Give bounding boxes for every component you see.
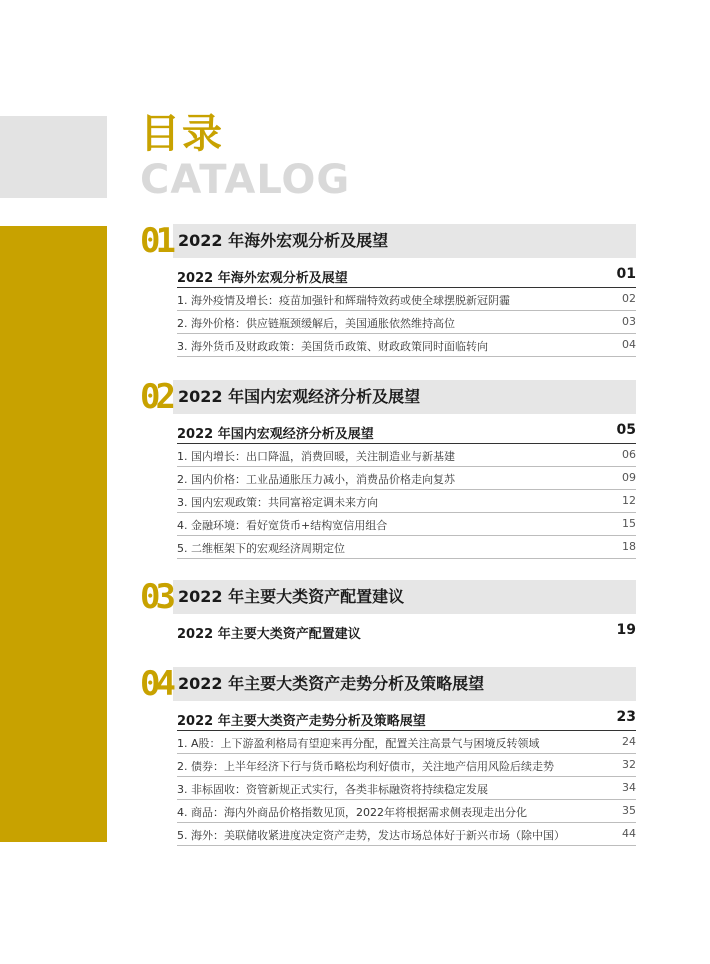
toc-item[interactable] bbox=[177, 731, 636, 754]
section-header bbox=[140, 664, 636, 704]
toc-entry-page: 05 bbox=[616, 422, 636, 438]
toc-item-page: 09 bbox=[622, 471, 636, 484]
toc-entry-page: 23 bbox=[616, 709, 636, 725]
toc-item-title: 1. 海外疫情及增长：疫苗加强针和辉瑞特效药或使全球摆脱新冠阴霾 bbox=[177, 294, 510, 307]
toc-item-title: 3. 国内宏观政策：共同富裕定调未来方向 bbox=[177, 496, 378, 509]
catalog-title-cn: 目录 bbox=[140, 111, 224, 157]
toc-item-title: 2. 海外价格：供应链瓶颈缓解后，美国通胀依然维持高位 bbox=[177, 317, 455, 330]
section-number: 02 bbox=[140, 380, 173, 414]
section-title: 2022 年主要大类资产走势分析及策略展望 bbox=[178, 674, 485, 693]
toc-item-title: 4. 商品：海内外商品价格指数见顶，2022年将根据需求侧表现走出分化 bbox=[177, 806, 527, 819]
toc-entry-title: 2022 年海外宏观分析及展望 bbox=[177, 271, 348, 286]
toc-item[interactable] bbox=[177, 823, 636, 846]
toc-item-page: 44 bbox=[622, 827, 636, 840]
toc-entry-main[interactable] bbox=[177, 708, 636, 731]
toc-item-title: 3. 海外货币及财政政策：美国货币政策、财政政策同时面临转向 bbox=[177, 340, 488, 353]
section-number: 04 bbox=[140, 667, 173, 701]
toc-item[interactable] bbox=[177, 513, 636, 536]
toc-item-title: 1. 国内增长：出口降温，消费回暖，关注制造业与新基建 bbox=[177, 450, 455, 463]
section-01 bbox=[140, 221, 636, 357]
toc-item-title: 1. A股：上下游盈利格局有望迎来再分配，配置关注高景气与困境反转领域 bbox=[177, 737, 540, 750]
toc-item-title: 5. 二维框架下的宏观经济周期定位 bbox=[177, 542, 345, 555]
toc-item[interactable] bbox=[177, 334, 636, 357]
section-number: 01 bbox=[140, 224, 173, 258]
section-title: 2022 年主要大类资产配置建议 bbox=[178, 587, 405, 606]
toc-item-page: 03 bbox=[622, 315, 636, 328]
toc-item[interactable] bbox=[177, 490, 636, 513]
toc-item[interactable] bbox=[177, 444, 636, 467]
toc-item-title: 2. 债券：上半年经济下行与货币略松均利好债市，关注地产信用风险后续走势 bbox=[177, 760, 554, 773]
section-03 bbox=[140, 577, 636, 643]
toc-item[interactable] bbox=[177, 800, 636, 823]
toc-item-page: 02 bbox=[622, 292, 636, 305]
toc-entry-title: 2022 年主要大类资产走势分析及策略展望 bbox=[177, 714, 426, 729]
toc-item-title: 5. 海外：美联储收紧进度决定资产走势，发达市场总体好于新兴市场（除中国） bbox=[177, 829, 565, 842]
decorative-gold-band bbox=[0, 226, 107, 842]
toc-item-page: 32 bbox=[622, 758, 636, 771]
toc-item-page: 06 bbox=[622, 448, 636, 461]
toc-item[interactable] bbox=[177, 536, 636, 559]
toc-item-page: 04 bbox=[622, 338, 636, 351]
toc-item-page: 34 bbox=[622, 781, 636, 794]
toc-item-title: 3. 非标固收：资管新规正式实行，各类非标融资将持续稳定发展 bbox=[177, 783, 488, 796]
section-title: 2022 年国内宏观经济分析及展望 bbox=[178, 387, 421, 406]
toc-entry-main[interactable] bbox=[177, 265, 636, 288]
toc-item[interactable] bbox=[177, 777, 636, 800]
section-02 bbox=[140, 377, 636, 559]
toc-entry-page: 01 bbox=[616, 266, 636, 282]
toc-entry-main[interactable] bbox=[177, 421, 636, 444]
toc-item-page: 15 bbox=[622, 517, 636, 530]
toc-entry-main[interactable] bbox=[177, 621, 636, 643]
toc-item-title: 4. 金融环境：看好宽货币+结构宽信用组合 bbox=[177, 519, 388, 532]
toc-item[interactable] bbox=[177, 288, 636, 311]
decorative-gray-block bbox=[0, 116, 107, 198]
toc-item-page: 35 bbox=[622, 804, 636, 817]
toc-entry-title: 2022 年国内宏观经济分析及展望 bbox=[177, 427, 374, 442]
section-header bbox=[140, 221, 636, 261]
toc-item-title: 2. 国内价格：工业品通胀压力减小，消费品价格走向复苏 bbox=[177, 473, 455, 486]
toc-item[interactable] bbox=[177, 467, 636, 490]
toc-item[interactable] bbox=[177, 311, 636, 334]
catalog-title-en: CATALOG bbox=[140, 157, 351, 203]
toc-item-page: 12 bbox=[622, 494, 636, 507]
toc-item[interactable] bbox=[177, 754, 636, 777]
toc-item-page: 18 bbox=[622, 540, 636, 553]
toc-entry-title: 2022 年主要大类资产配置建议 bbox=[177, 627, 361, 642]
section-04 bbox=[140, 664, 636, 846]
section-title: 2022 年海外宏观分析及展望 bbox=[178, 231, 389, 250]
section-header bbox=[140, 577, 636, 617]
section-header bbox=[140, 377, 636, 417]
toc-item-page: 24 bbox=[622, 735, 636, 748]
section-number: 03 bbox=[140, 580, 173, 614]
toc-entry-page: 19 bbox=[616, 622, 636, 638]
